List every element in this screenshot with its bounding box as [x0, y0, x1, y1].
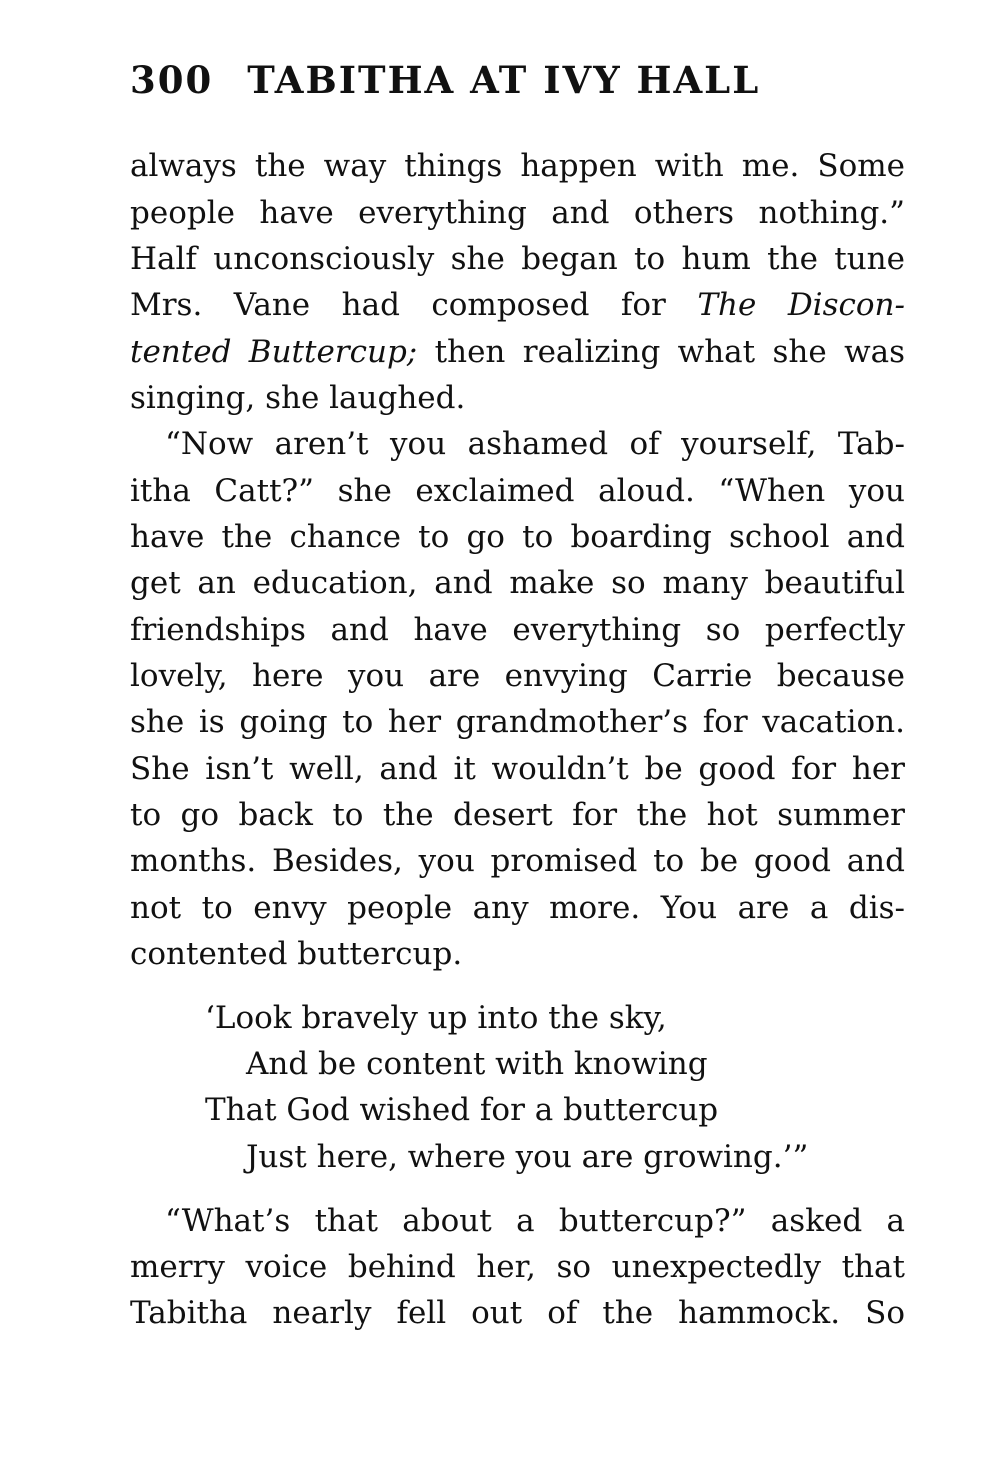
text-line: singing, she laughed. — [130, 380, 466, 416]
italic-title: The Discon- — [697, 287, 905, 323]
text-line: Tabitha nearly fell out of the hammock. So — [130, 1295, 905, 1331]
text-line: lovely, here you are envying Carrie because — [130, 658, 905, 694]
verse-line: ‘Look bravely up into the sky, — [205, 1000, 667, 1036]
running-header — [130, 58, 760, 102]
italic-title: tented Buttercup; — [130, 334, 418, 370]
text-segment: Mrs. Vane had composed for — [130, 287, 666, 323]
text-line: merry voice behind her, so unexpectedly that — [130, 1249, 905, 1285]
text-line: people have everything and others nothing.” — [130, 195, 905, 231]
text-line — [130, 282, 905, 328]
verse-line: And be content with knowing — [246, 1046, 708, 1082]
text-segment: then realizing what she was — [434, 334, 906, 370]
text-line: Half unconsciously she began to hum the tune — [130, 241, 905, 277]
text-line: always the way things happen with me. Some — [130, 148, 905, 184]
running-title: TABITHA AT IVY HALL — [247, 58, 761, 102]
text-line: she is going to her grandmother’s for vacation. — [130, 704, 905, 740]
text-line: months. Besides, you promised to be good and — [130, 843, 905, 879]
text-line: She isn’t well, and it wouldn’t be good for her — [130, 751, 905, 787]
text-line: friendships and have everything so perfectly — [130, 612, 905, 648]
text-line: “Now aren’t you ashamed of yourself, Tab- — [165, 426, 905, 462]
page-number: 300 — [130, 58, 214, 102]
text-line: not to envy people any more. You are a dis- — [130, 890, 905, 926]
text-line: “What’s that about a buttercup?” asked a — [165, 1203, 905, 1239]
verse-line: Just here, where you are growing.’” — [246, 1139, 809, 1175]
text-line: contented buttercup. — [130, 936, 463, 972]
text-line: have the chance to go to boarding school and — [130, 519, 905, 555]
text-line: get an education, and make so many beautiful — [130, 565, 905, 601]
verse-line: That God wished for a buttercup — [205, 1092, 719, 1128]
text-line: itha Catt?” she exclaimed aloud. “When you — [130, 473, 905, 509]
text-line — [130, 329, 905, 375]
text-line: to go back to the desert for the hot summer — [130, 797, 905, 833]
